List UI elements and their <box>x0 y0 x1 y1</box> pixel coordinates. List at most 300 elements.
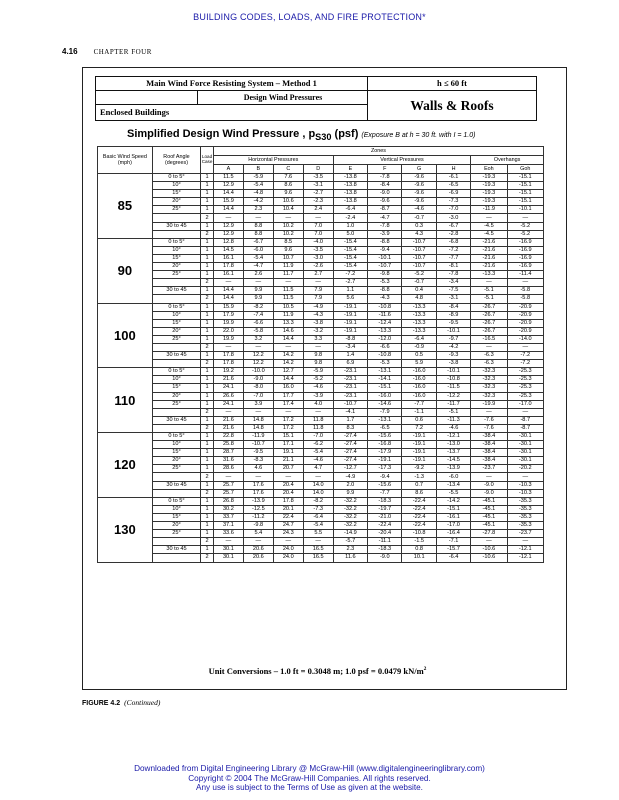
pressure-cell: — <box>303 473 333 481</box>
pressure-cell: -4.3 <box>368 295 402 303</box>
pressure-cell: 16.1 <box>213 254 243 262</box>
roof-angle-cell: 30 to 45 <box>152 352 200 360</box>
load-case-cell: 1 <box>201 271 214 279</box>
pressure-cell: 17.4 <box>273 400 303 408</box>
pressure-cell: -16.5 <box>471 335 507 343</box>
pressure-cell: -19.1 <box>368 457 402 465</box>
pressure-cell: 22.0 <box>213 327 243 335</box>
pressure-cell: 16.5 <box>303 546 333 554</box>
roof-angle-cell: 0 to 5° <box>152 433 200 441</box>
pressure-cell: -30.1 <box>507 433 543 441</box>
pressure-cell: 14.0 <box>303 481 333 489</box>
pressure-cell: -16.0 <box>402 392 436 400</box>
pressure-cell: 12.9 <box>213 222 243 230</box>
roof-angle-cell <box>152 424 200 432</box>
header-zone-g: G <box>402 165 436 174</box>
pressure-cell: -27.4 <box>333 433 367 441</box>
table-title-note: (Exposure B at h = 30 ft. with I = 1.0) <box>361 132 476 139</box>
wind-speed-cell: 110 <box>98 368 153 433</box>
load-case-cell: 2 <box>201 473 214 481</box>
pressure-cell: 2.3 <box>333 546 367 554</box>
pressure-cell: -4.5 <box>471 222 507 230</box>
pressure-cell: -10.7 <box>402 246 436 254</box>
pressure-cell: -15.1 <box>436 505 470 513</box>
pressure-cell: -11.7 <box>436 400 470 408</box>
table-title-unit: (psf) <box>331 128 362 140</box>
pressure-cell: -11.3 <box>436 416 470 424</box>
load-case-cell: 1 <box>201 449 214 457</box>
pressure-cell: -3.0 <box>436 214 470 222</box>
pressure-cell: 14.4 <box>213 287 243 295</box>
pressure-cell: -35.3 <box>507 513 543 521</box>
pressure-cell: -9.0 <box>471 481 507 489</box>
pressure-cell: -14.0 <box>507 335 543 343</box>
pressure-cell: -19.1 <box>402 457 436 465</box>
header-zone-a: A <box>213 165 243 174</box>
pressure-cell: -10.8 <box>368 352 402 360</box>
pressure-cell: 31.6 <box>213 457 243 465</box>
pressure-cell: -9.5 <box>436 319 470 327</box>
load-case-cell: 2 <box>201 554 214 562</box>
pressure-cell: -2.7 <box>333 279 367 287</box>
pressure-cell: -19.1 <box>402 449 436 457</box>
pressure-cell: -14.6 <box>368 400 402 408</box>
roof-angle-cell: 10° <box>152 182 200 190</box>
pressure-cell: -35.3 <box>507 505 543 513</box>
pressure-cell: 4.0 <box>303 400 333 408</box>
pressure-cell: -35.3 <box>507 522 543 530</box>
pressure-cell: 5.0 <box>333 230 367 238</box>
unit-conversions <box>95 666 540 676</box>
pressure-cell: -38.4 <box>471 449 507 457</box>
pressure-cell: -23.1 <box>333 384 367 392</box>
pressure-cell: 24.0 <box>273 554 303 562</box>
table-row <box>98 546 544 554</box>
pressure-cell: -9.0 <box>471 489 507 497</box>
pressure-cell: 8.3 <box>333 424 367 432</box>
header-zones: Zones <box>213 147 543 156</box>
pressure-cell: -5.3 <box>368 279 402 287</box>
load-case-cell: 1 <box>201 400 214 408</box>
pressure-cell: -19.1 <box>333 303 367 311</box>
load-case-cell: 1 <box>201 457 214 465</box>
pressure-cell: -13.7 <box>436 449 470 457</box>
pressure-cell: — <box>243 214 273 222</box>
load-case-cell: 1 <box>201 513 214 521</box>
load-case-cell: 1 <box>201 546 214 554</box>
pressure-cell: -35.3 <box>507 497 543 505</box>
pressure-cell: 7.2 <box>402 424 436 432</box>
pressure-cell: 0.3 <box>402 222 436 230</box>
wind-speed-cell: 90 <box>98 238 153 303</box>
pressure-cell: -19.3 <box>471 174 507 182</box>
figure-header-box <box>95 76 537 121</box>
pressure-cell: -9.0 <box>368 554 402 562</box>
pressure-cell: 9.6 <box>273 190 303 198</box>
pressure-cell: -17.9 <box>368 449 402 457</box>
header-zone-e: E <box>333 165 367 174</box>
pressure-cell: -8.8 <box>368 238 402 246</box>
pressure-cell: -15.1 <box>507 182 543 190</box>
roof-angle-cell <box>152 279 200 287</box>
page-number: 4.16 <box>62 47 78 56</box>
pressure-cell: — <box>507 538 543 546</box>
pressure-cell: 14.4 <box>213 206 243 214</box>
pressure-cell: 11.5 <box>273 295 303 303</box>
pressure-cell: -21.0 <box>368 513 402 521</box>
roof-angle-cell: 0 to 5° <box>152 238 200 246</box>
pressure-cell: 0.5 <box>402 352 436 360</box>
roof-angle-cell: 25° <box>152 400 200 408</box>
pressure-cell: 2.7 <box>303 271 333 279</box>
pressure-cell: 37.1 <box>213 522 243 530</box>
pressure-cell: 22.8 <box>213 433 243 441</box>
pressure-cell: 14.4 <box>213 295 243 303</box>
pressure-cell: — <box>507 408 543 416</box>
pressure-cell: -3.1 <box>303 182 333 190</box>
pressure-cell: 15.1 <box>273 433 303 441</box>
footer-line-copyright: Copyright © 2004 The McGraw-Hill Companies. All rights reserved. <box>188 773 431 783</box>
load-case-cell: 1 <box>201 530 214 538</box>
pressure-cell: -23.1 <box>333 376 367 384</box>
pressure-cell: -7.0 <box>436 206 470 214</box>
pressure-cell: 10.2 <box>273 230 303 238</box>
pressure-cell: 5.5 <box>303 530 333 538</box>
table-row <box>98 295 544 303</box>
pressure-cell: -13.8 <box>333 198 367 206</box>
pressure-cell: -26.7 <box>471 311 507 319</box>
figure-caption <box>82 698 160 707</box>
pressure-cell: 17.1 <box>273 441 303 449</box>
pressure-cell: 12.2 <box>243 352 273 360</box>
header-basic-wind-speed: Basic Wind Speed (mph) <box>98 147 153 174</box>
pressure-cell: — <box>303 343 333 351</box>
pressure-cell: -7.4 <box>243 311 273 319</box>
pressure-cell: -15.4 <box>333 263 367 271</box>
pressure-cell: -25.3 <box>507 368 543 376</box>
pressure-cell: — <box>213 408 243 416</box>
pressure-cell: -9.6 <box>402 174 436 182</box>
pressure-cell: -4.6 <box>402 206 436 214</box>
pressure-cell: -3.8 <box>436 360 470 368</box>
pressure-cell: -4.5 <box>471 230 507 238</box>
roof-angle-cell: 15° <box>152 513 200 521</box>
pressure-cell: -32.3 <box>471 368 507 376</box>
pressure-cell: -7.3 <box>303 505 333 513</box>
pressure-cell: -4.0 <box>303 238 333 246</box>
table-row <box>98 408 544 416</box>
design-wind-pressures-label: Design Wind Pressures <box>197 91 368 104</box>
pressure-cell: -12.5 <box>243 505 273 513</box>
pressure-cell: 9.8 <box>303 352 333 360</box>
pressure-cell: 11.7 <box>273 271 303 279</box>
pressure-cell: 11.5 <box>273 287 303 295</box>
load-case-cell: 1 <box>201 376 214 384</box>
pressure-cell: 11.9 <box>273 263 303 271</box>
load-case-cell: 2 <box>201 538 214 546</box>
pressure-cell: -16.9 <box>507 263 543 271</box>
load-case-cell: 1 <box>201 263 214 271</box>
running-head <box>62 47 152 56</box>
pressure-cell: -15.6 <box>368 433 402 441</box>
pressure-cell: -10.7 <box>333 400 367 408</box>
load-case-cell: 1 <box>201 198 214 206</box>
pressure-cell: 3.2 <box>243 335 273 343</box>
pressure-cell: -3.5 <box>303 174 333 182</box>
table-row <box>98 352 544 360</box>
roof-angle-cell: 0 to 5° <box>152 368 200 376</box>
pressure-cell: 14.6 <box>273 327 303 335</box>
pressure-cell: 28.7 <box>213 449 243 457</box>
pressure-cell: -9.4 <box>368 473 402 481</box>
roof-angle-cell <box>152 214 200 222</box>
pressure-cell: 6.9 <box>333 360 367 368</box>
pressure-cell: -8.7 <box>507 424 543 432</box>
pressure-cell: -5.2 <box>507 230 543 238</box>
pressure-cell: -12.4 <box>368 319 402 327</box>
pressure-cell: -13.9 <box>243 497 273 505</box>
pressure-cell: -4.1 <box>333 408 367 416</box>
load-case-cell: 1 <box>201 190 214 198</box>
pressure-cell: 19.1 <box>273 449 303 457</box>
pressure-cell: 14.8 <box>243 416 273 424</box>
load-case-cell: 2 <box>201 360 214 368</box>
pressure-cell: 1.0 <box>333 222 367 230</box>
pressure-cell: -5.1 <box>471 295 507 303</box>
pressure-cell: -12.0 <box>368 335 402 343</box>
pressure-cell: — <box>471 473 507 481</box>
pressure-cell: -7.7 <box>436 254 470 262</box>
table-row <box>98 424 544 432</box>
pressure-cell: -2.6 <box>303 263 333 271</box>
roof-angle-cell: 15° <box>152 190 200 198</box>
roof-angle-cell <box>152 343 200 351</box>
chapter-label: CHAPTER FOUR <box>93 48 152 56</box>
pressure-cell: 21.1 <box>273 457 303 465</box>
pressure-cell: — <box>471 408 507 416</box>
load-case-cell: 1 <box>201 352 214 360</box>
pressure-cell: -10.1 <box>507 206 543 214</box>
pressure-cell: -19.1 <box>402 441 436 449</box>
roof-angle-cell: 20° <box>152 392 200 400</box>
pressure-cell: -8.9 <box>436 311 470 319</box>
pressure-cell: — <box>243 279 273 287</box>
pressure-cell: -4.9 <box>303 303 333 311</box>
pressure-cell: -6.8 <box>436 238 470 246</box>
unit-conversions-exponent: 2 <box>423 666 427 673</box>
pressure-cell: 5.9 <box>402 360 436 368</box>
pressure-cell: -5.4 <box>303 522 333 530</box>
load-case-cell: 1 <box>201 327 214 335</box>
pressure-cell: -15.1 <box>507 190 543 198</box>
pressure-cell: -10.8 <box>368 303 402 311</box>
pressure-cell: -16.1 <box>436 513 470 521</box>
pressure-cell: -12.7 <box>333 465 367 473</box>
table-row <box>98 174 544 182</box>
load-case-cell: 1 <box>201 311 214 319</box>
pressure-cell: -9.4 <box>368 246 402 254</box>
pressure-cell: 16.5 <box>303 554 333 562</box>
pressure-cell: -13.3 <box>402 311 436 319</box>
pressure-cell: -30.1 <box>507 449 543 457</box>
pressure-cell: -4.2 <box>436 343 470 351</box>
roof-angle-cell: 10° <box>152 441 200 449</box>
pressure-cell: — <box>471 343 507 351</box>
pressure-cell: -15.7 <box>436 546 470 554</box>
pressure-cell: -6.6 <box>368 343 402 351</box>
pressure-cell: — <box>243 473 273 481</box>
pressure-cell: 21.6 <box>213 416 243 424</box>
table-row <box>98 263 544 271</box>
pressure-cell: -25.3 <box>507 384 543 392</box>
pressure-cell: -8.1 <box>436 263 470 271</box>
pressure-cell: -10.1 <box>436 368 470 376</box>
pressure-cell: 14.4 <box>273 376 303 384</box>
pressure-cell: -20.9 <box>507 311 543 319</box>
load-case-cell: 1 <box>201 254 214 262</box>
pressure-cell: -13.0 <box>436 441 470 449</box>
pressure-cell: -4.9 <box>333 473 367 481</box>
pressure-cell: -32.3 <box>471 392 507 400</box>
pressure-cell: — <box>273 343 303 351</box>
pressure-cell: -7.8 <box>368 222 402 230</box>
pressure-cell: -6.7 <box>243 238 273 246</box>
pressure-cell: 11.8 <box>303 416 333 424</box>
footer-line-download: Downloaded from Digital Engineering Library @ McGraw-Hill (www.digitalengineeringlibrary.com) <box>134 764 485 773</box>
pressure-cell: -19.1 <box>402 433 436 441</box>
pressure-cell: 4.6 <box>243 465 273 473</box>
roof-angle-cell: 20° <box>152 457 200 465</box>
pressure-cell: -17.3 <box>368 465 402 473</box>
table-row <box>98 489 544 497</box>
pressure-cell: 24.7 <box>273 522 303 530</box>
table-row <box>98 198 544 206</box>
load-case-cell: 1 <box>201 246 214 254</box>
pressure-cell: -16.9 <box>507 238 543 246</box>
pressure-cell: 0.7 <box>402 481 436 489</box>
pressure-cell: -7.2 <box>507 360 543 368</box>
pressure-cell: -1.1 <box>402 408 436 416</box>
table-row <box>98 279 544 287</box>
pressure-cell: -7.2 <box>507 352 543 360</box>
load-case-cell: 1 <box>201 174 214 182</box>
pressure-cell: 9.9 <box>243 287 273 295</box>
pressure-cell: -22.4 <box>402 513 436 521</box>
pressure-cell: — <box>213 214 243 222</box>
pressure-cell: -19.1 <box>333 311 367 319</box>
header-roof-angle: Roof Angle (degrees) <box>152 147 200 174</box>
pressure-cell: -9.6 <box>402 182 436 190</box>
pressure-cell: 14.5 <box>213 246 243 254</box>
pressure-cell: -13.3 <box>402 319 436 327</box>
roof-angle-cell <box>152 538 200 546</box>
load-case-cell: 2 <box>201 230 214 238</box>
pressure-cell: 30.1 <box>213 554 243 562</box>
load-case-cell: 2 <box>201 408 214 416</box>
pressure-cell: -8.2 <box>243 303 273 311</box>
pressure-cell: -5.7 <box>333 538 367 546</box>
load-case-cell: 1 <box>201 368 214 376</box>
pressure-cell: -20.9 <box>507 303 543 311</box>
pressure-cell: — <box>273 473 303 481</box>
pressure-cell: -7.8 <box>368 174 402 182</box>
pressure-cell: -10.8 <box>402 530 436 538</box>
pressure-cell: -45.1 <box>471 505 507 513</box>
table-row <box>98 246 544 254</box>
surface-label: Walls & Roofs <box>410 98 494 113</box>
roof-angle-cell <box>152 554 200 562</box>
load-case-cell: 2 <box>201 489 214 497</box>
pressure-cell: -8.7 <box>507 416 543 424</box>
pressure-cell: -20.4 <box>368 530 402 538</box>
pressure-cell: 0.4 <box>402 287 436 295</box>
pressure-cell: -7.6 <box>471 424 507 432</box>
pressure-cell: -6.0 <box>436 473 470 481</box>
header-zone-b: B <box>243 165 273 174</box>
pressure-cell: -8.3 <box>243 457 273 465</box>
pressure-cell: 20.4 <box>273 489 303 497</box>
unit-conversions-text: Unit Conversions – 1.0 ft = 0.3048 m; 1.0 psf = 0.0479 kN/m <box>208 666 424 676</box>
pressure-cell: -13.1 <box>368 368 402 376</box>
load-case-cell: 1 <box>201 238 214 246</box>
pressure-cell: -13.9 <box>436 465 470 473</box>
pressure-cell: -6.4 <box>402 335 436 343</box>
pressure-cell: -1.3 <box>402 473 436 481</box>
pressure-cell: -10.7 <box>402 263 436 271</box>
header-zone-c: C <box>273 165 303 174</box>
pressure-cell: -22.4 <box>402 497 436 505</box>
table-row <box>98 400 544 408</box>
pressure-cell: -11.4 <box>507 271 543 279</box>
pressure-cell: -23.1 <box>333 392 367 400</box>
pressure-cell: -32.2 <box>333 497 367 505</box>
pressure-cell: -5.8 <box>243 327 273 335</box>
pressure-cell: -13.8 <box>333 182 367 190</box>
pressure-cell: 8.8 <box>243 230 273 238</box>
roof-angle-cell: 25° <box>152 206 200 214</box>
pressure-cell: 12.7 <box>273 368 303 376</box>
pressure-cell: 25.8 <box>213 441 243 449</box>
pressure-cell: -2.8 <box>436 230 470 238</box>
table-body <box>98 174 544 563</box>
pressure-cell: -6.4 <box>333 206 367 214</box>
roof-angle-cell: 0 to 5° <box>152 303 200 311</box>
load-case-cell: 1 <box>201 505 214 513</box>
pressure-cell: -7.3 <box>436 198 470 206</box>
load-case-cell: 1 <box>201 522 214 530</box>
table-row <box>98 457 544 465</box>
pressure-cell: 20.7 <box>273 465 303 473</box>
pressure-cell: 12.9 <box>213 230 243 238</box>
load-case-cell: 1 <box>201 481 214 489</box>
pressure-cell: 11.6 <box>333 554 367 562</box>
pressure-cell: 17.8 <box>213 263 243 271</box>
pressure-cell: 0.8 <box>402 546 436 554</box>
pressure-cell: 10.4 <box>273 206 303 214</box>
pressure-cell: -21.6 <box>471 254 507 262</box>
pressure-cell: -7.8 <box>436 271 470 279</box>
pressure-cell: -16.0 <box>402 368 436 376</box>
pressure-cell: -4.8 <box>243 190 273 198</box>
pressure-cell: 10.6 <box>273 198 303 206</box>
pressure-cell: -12.2 <box>436 392 470 400</box>
pressure-cell: -6.1 <box>436 174 470 182</box>
roof-angle-cell: 25° <box>152 530 200 538</box>
table-row <box>98 230 544 238</box>
table-row <box>98 222 544 230</box>
pressure-cell: 0.6 <box>402 416 436 424</box>
roof-angle-cell <box>152 408 200 416</box>
